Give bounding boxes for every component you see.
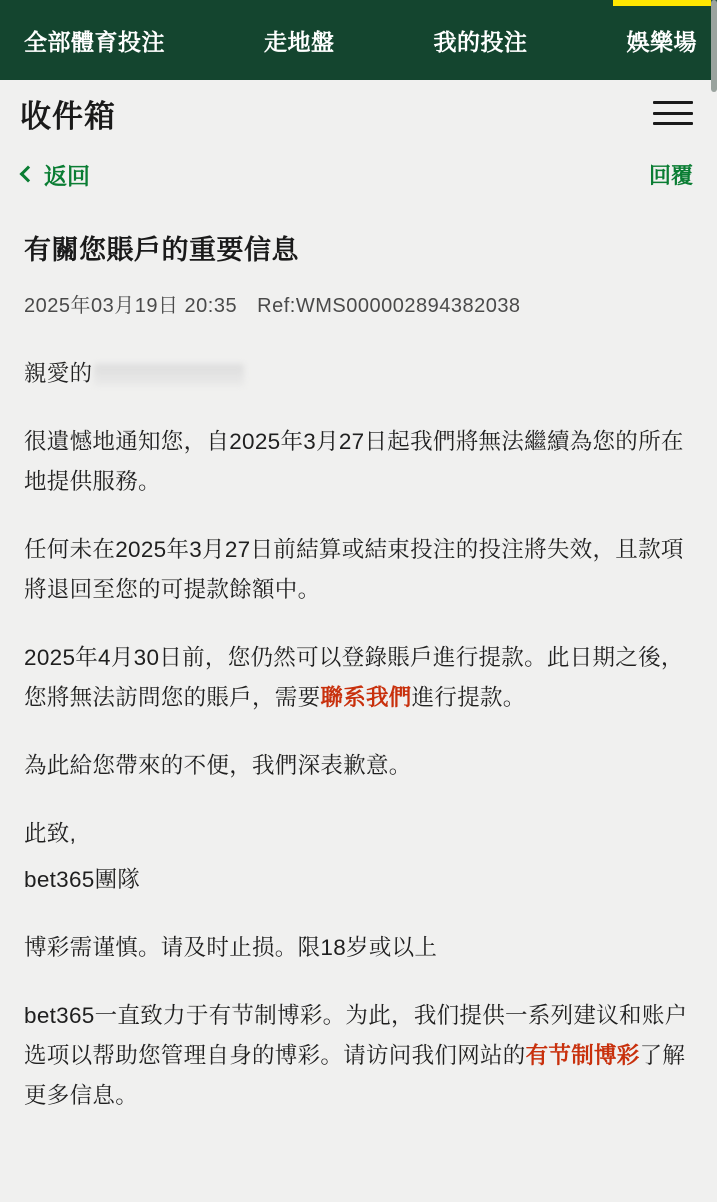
hamburger-bar-2 <box>653 112 693 115</box>
nav-scrollbar-track[interactable] <box>711 0 717 80</box>
back-button-label: 返回 <box>44 162 90 189</box>
withdrawal-text-part-2: 進行提款。 <box>411 685 526 710</box>
responsible-gambling-notice: 博彩需谨慎。请及时止损。限18岁或以上 <box>24 935 438 960</box>
message-paragraph-1: 很遺憾地通知您，自2025年3月27日起我們將無法繼續為您的所在地提供服務。 <box>24 429 684 494</box>
responsible-gambling-link[interactable]: 有节制博彩 <box>525 1043 640 1068</box>
message-date: 2025年03月19日 20:35 <box>24 295 238 317</box>
message-paragraph-2: 任何未在2025年3月27日前結算或結束投注的投注將失效，且款項將退回至您的可提款餘額中。 <box>24 537 684 602</box>
redacted-name <box>94 364 244 386</box>
nav-scrollbar-thumb[interactable] <box>711 0 717 92</box>
back-button[interactable] <box>22 158 90 191</box>
nav-item-casino[interactable]: 娛樂場 <box>621 0 704 80</box>
responsible-text-part-2: 了解更多信息。 <box>24 1043 686 1108</box>
hamburger-icon[interactable] <box>653 98 693 128</box>
greeting-text: 親愛的 <box>24 361 93 386</box>
message-greeting <box>24 354 693 394</box>
top-navigation-bar <box>0 0 717 80</box>
message-paragraph-withdrawal <box>24 638 693 718</box>
withdrawal-text-part-1: 2025年4月30日前，您仍然可以登錄賬戶進行提款。此日期之後，您將無法訪問您的賬戶，需要 <box>24 645 684 710</box>
message-body <box>0 202 717 1202</box>
contact-us-link[interactable]: 聯系我們 <box>320 685 412 710</box>
hamburger-bar-3 <box>653 122 693 125</box>
message-meta <box>24 289 693 318</box>
message-signoff-line-1: 此致, <box>24 821 77 846</box>
nav-item-in-play[interactable]: 走地盤 <box>264 28 335 55</box>
message-apology: 為此給您帶來的不便，我們深表歉意。 <box>24 753 412 778</box>
message-action-bar <box>0 146 717 202</box>
reply-button[interactable]: 回覆 <box>648 162 693 188</box>
responsible-gambling-paragraph <box>24 996 693 1116</box>
message-title: 有關您賬戶的重要信息 <box>24 235 299 265</box>
responsible-text-part-1: bet365一直致力于有节制博彩。为此，我们提供一系列建议和账户选项以帮助您管理自身的博彩。请访问我们网站的 <box>24 1003 688 1068</box>
hamburger-bar-1 <box>653 101 693 104</box>
nav-item-all-sports[interactable]: 全部體育投注 <box>24 28 165 55</box>
message-signoff-line-2: bet365團隊 <box>24 867 141 892</box>
page-title: 收件箱 <box>20 98 116 134</box>
inbox-header <box>0 80 717 146</box>
nav-item-my-bets[interactable]: 我的投注 <box>433 28 528 55</box>
message-reference: Ref:WMS000002894382038 <box>257 295 521 317</box>
chevron-left-icon <box>20 165 37 182</box>
